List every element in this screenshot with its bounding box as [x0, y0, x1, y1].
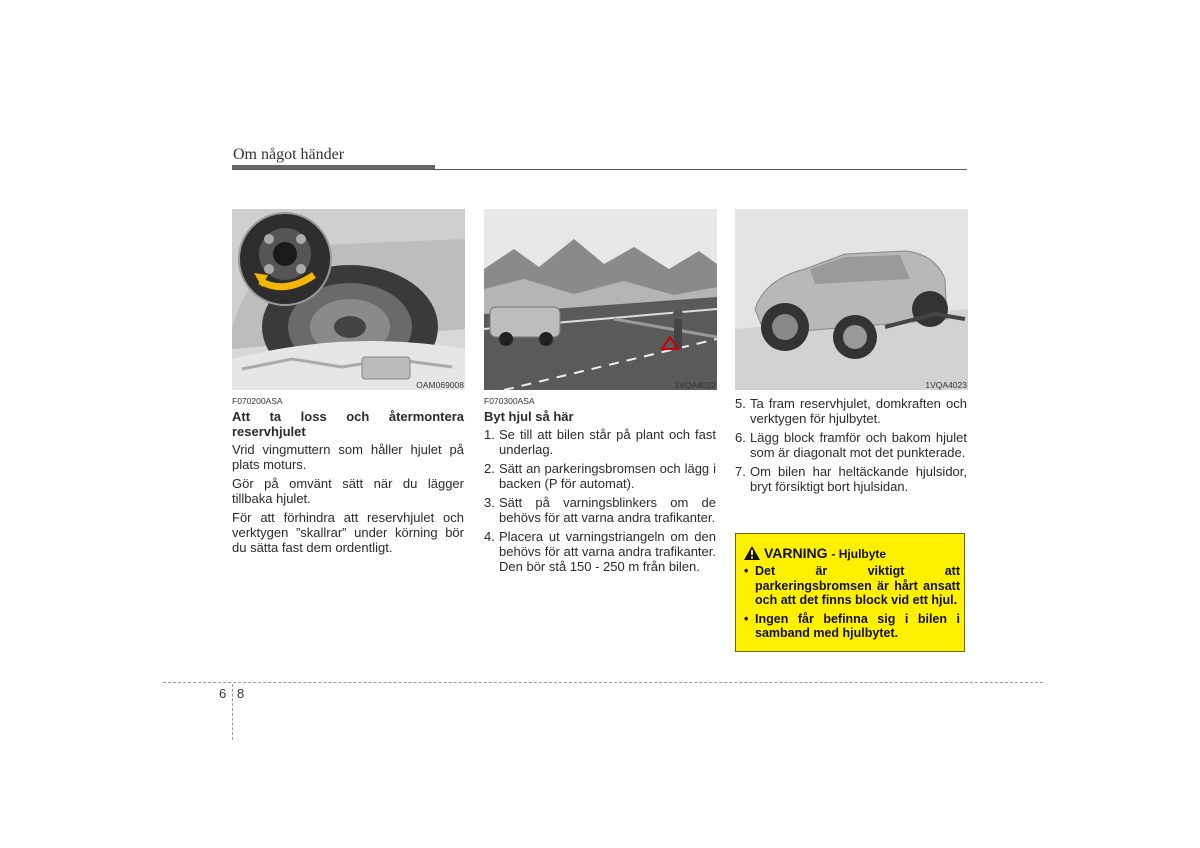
- warning-box: [735, 533, 965, 652]
- figure-spare-tire: [232, 209, 465, 390]
- column-1: [232, 409, 464, 559]
- list-item: [484, 461, 716, 491]
- roadside-warning-triangle-illustration: [484, 209, 717, 390]
- steps-list: [484, 427, 716, 574]
- figure-suv-jack: [735, 209, 968, 390]
- item-text: Sätt an parkeringsbromsen och lägg i backen (P för automat).: [499, 461, 716, 491]
- spare-tire-trunk-illustration: [232, 209, 465, 390]
- figure-code: 1VQA4022: [674, 380, 716, 390]
- list-item: [735, 396, 967, 426]
- list-item: [484, 495, 716, 525]
- figure-roadside: [484, 209, 717, 390]
- item-number: 6.: [735, 430, 746, 445]
- paragraph: Gör på omvänt sätt när du lägger tillbaka hjulet.: [232, 476, 464, 506]
- list-item: [735, 430, 967, 460]
- footer-rule: [163, 682, 1043, 683]
- steps-list: [735, 396, 967, 494]
- warning-title: VARNING: [764, 545, 828, 561]
- figure-code: 1VQA4023: [925, 380, 967, 390]
- item-text: Sätt på varningsblinkers om de behövs för att varna andra trafikanter.: [499, 495, 716, 525]
- item-number: 1.: [484, 427, 495, 442]
- heading: Att ta loss och återmontera reservhjulet: [232, 409, 464, 439]
- figure-code: OAM069008: [416, 380, 464, 390]
- item-text: Placera ut varningstriangeln om den behövs för att varna andra trafikanter. Den bör stå 150 - 250 m från bilen.: [499, 529, 716, 574]
- heading: Byt hjul så här: [484, 409, 574, 424]
- chapter-number: 6: [219, 686, 227, 701]
- warning-bullet: • Det är viktigt att parkeringsbromsen är hårt ansatt och att det finns block vid ett hjul.: [744, 564, 960, 607]
- warning-heading: [744, 545, 886, 561]
- warning-list: [744, 564, 960, 645]
- page-number: 8: [237, 686, 245, 701]
- item-text: Om bilen har heltäckande hjulsidor, bryt försiktigt bort hjulsidan.: [750, 464, 967, 494]
- column-2: [484, 409, 716, 578]
- warning-subtitle: - Hjulbyte: [831, 547, 887, 561]
- item-text: Ta fram reservhjulet, domkraften och verktygen för hjulbytet.: [750, 396, 967, 426]
- suv-on-jack-illustration: [735, 209, 968, 390]
- warning-triangle-icon: [744, 546, 760, 560]
- warning-bullet: • Ingen får befinna sig i bilen i samband med hjulbytet.: [744, 611, 960, 640]
- warning-text: Ingen får befinna sig i bilen i samband med hjulbytet.: [755, 611, 960, 640]
- item-number: 4.: [484, 529, 495, 544]
- list-item: [735, 464, 967, 494]
- header-rule: [232, 169, 967, 170]
- item-number: 3.: [484, 495, 495, 510]
- item-number: 5.: [735, 396, 746, 411]
- section-title: Om något händer: [233, 146, 345, 163]
- item-number: 7.: [735, 464, 746, 479]
- paragraph: För att förhindra att reservhjulet och verktygen ”skallrar” under körning bör du sätta fast dem ordentligt.: [232, 510, 464, 555]
- item-number: 2.: [484, 461, 495, 476]
- list-item: [484, 529, 716, 574]
- warning-text: Det är viktigt att parkeringsbromsen är hårt ansatt och att det finns block vid ett hjul.: [755, 564, 960, 607]
- item-text: Lägg block framför och bakom hjulet som är diagonalt mot det punkterade.: [750, 430, 967, 460]
- item-text: Se till att bilen står på plant och fast underlag.: [499, 427, 716, 457]
- footer-divider: [232, 684, 233, 740]
- section-id: F070200ASA: [232, 396, 283, 406]
- paragraph: Vrid vingmuttern som håller hjulet på plats moturs.: [232, 442, 464, 472]
- section-id: F070300ASA: [484, 396, 535, 406]
- column-3: [735, 396, 967, 498]
- list-item: [484, 427, 716, 457]
